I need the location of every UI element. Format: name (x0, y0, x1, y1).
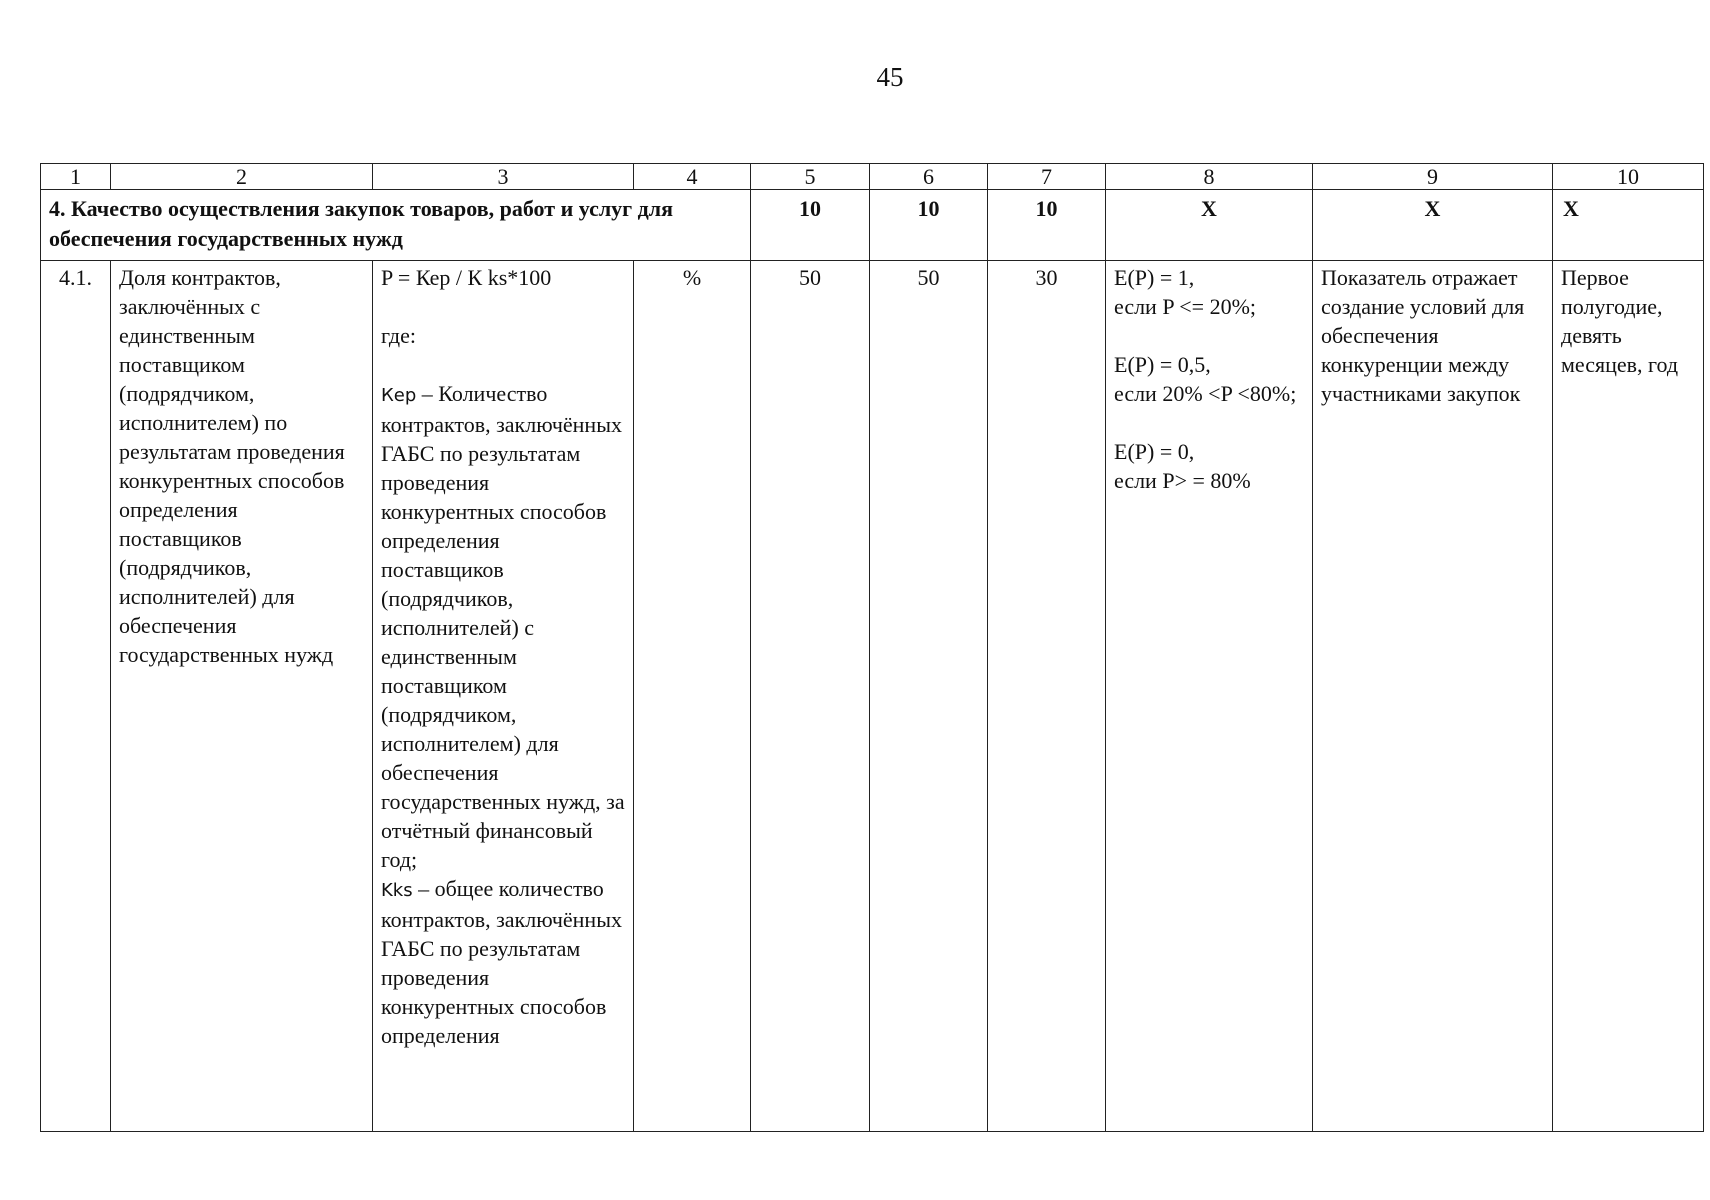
section-col6: 10 (870, 190, 988, 261)
section-col10: X (1553, 190, 1704, 261)
condition-rule: если P> = 80% (1114, 468, 1251, 493)
indicators-table (40, 163, 1704, 1132)
kep-symbol: Кер (381, 385, 417, 406)
condition-rule: если P <= 20%; (1114, 294, 1257, 319)
column-number: 4 (634, 164, 751, 190)
column-number: 9 (1313, 164, 1553, 190)
column-number: 1 (41, 164, 111, 190)
column-number: 5 (751, 164, 870, 190)
condition-rule: если 20% <P <80%; (1114, 381, 1297, 406)
indicator-comment: Показатель отражает создание условий для обеспечения конкуренции между участниками закупок (1313, 261, 1553, 1132)
condition-value: E(P) = 1, (1114, 265, 1195, 290)
column-number: 3 (373, 164, 634, 190)
unit: % (634, 261, 751, 1132)
evaluation-conditions (1106, 261, 1313, 1132)
formula-cell (373, 261, 634, 1132)
row-col7: 30 (988, 261, 1106, 1132)
table-row (41, 261, 1704, 1132)
condition (1114, 350, 1304, 408)
row-col5: 50 (751, 261, 870, 1132)
condition (1114, 437, 1304, 495)
column-number: 7 (988, 164, 1106, 190)
section-col7: 10 (988, 190, 1106, 261)
kks-symbol: Kks (381, 880, 413, 901)
column-number: 10 (1553, 164, 1704, 190)
condition-value: E(P) = 0,5, (1114, 352, 1211, 377)
page-number: 45 (876, 62, 904, 92)
section-col8: X (1106, 190, 1313, 261)
kep-definition (381, 381, 625, 872)
reporting-period: Первое полугодие, девять месяцев, год (1553, 261, 1704, 1132)
kep-description: – Количество контрактов, заключённых ГАБС по результатам проведения конкурентных способов определения поставщиков (подрядчиков, исполнителей) с единственным поставщиком (подрядчиком, исполнителем) для обеспечения государственных нужд, за отчётный финансовый год; (381, 381, 625, 872)
section-col9: X (1313, 190, 1553, 261)
section-title: 4. Качество осуществления закупок товаров, работ и услуг для обеспечения государственных нужд (41, 190, 751, 261)
indicator-name: Доля контрактов, заключённых с единственным поставщиком (подрядчиком, исполнителем) по результатам проведения конкурентных способов определения поставщиков (подрядчиков, исполнителей) для обеспечения государственных нужд (111, 261, 373, 1132)
kks-description: – общее количество контрактов, заключённых ГАБС по результатам проведения конкурентных способов определения (381, 876, 622, 1048)
row-col6: 50 (870, 261, 988, 1132)
column-number: 6 (870, 164, 988, 190)
formula: P = Кер / К ks*100 (381, 265, 552, 290)
condition (1114, 263, 1304, 321)
column-number-row (41, 164, 1704, 190)
condition-value: E(P) = 0, (1114, 439, 1195, 464)
section-row (41, 190, 1704, 261)
column-number: 2 (111, 164, 373, 190)
row-number: 4.1. (41, 261, 111, 1132)
column-number: 8 (1106, 164, 1313, 190)
section-col5: 10 (751, 190, 870, 261)
kks-definition (381, 876, 622, 1048)
formula-where: где: (381, 323, 416, 348)
